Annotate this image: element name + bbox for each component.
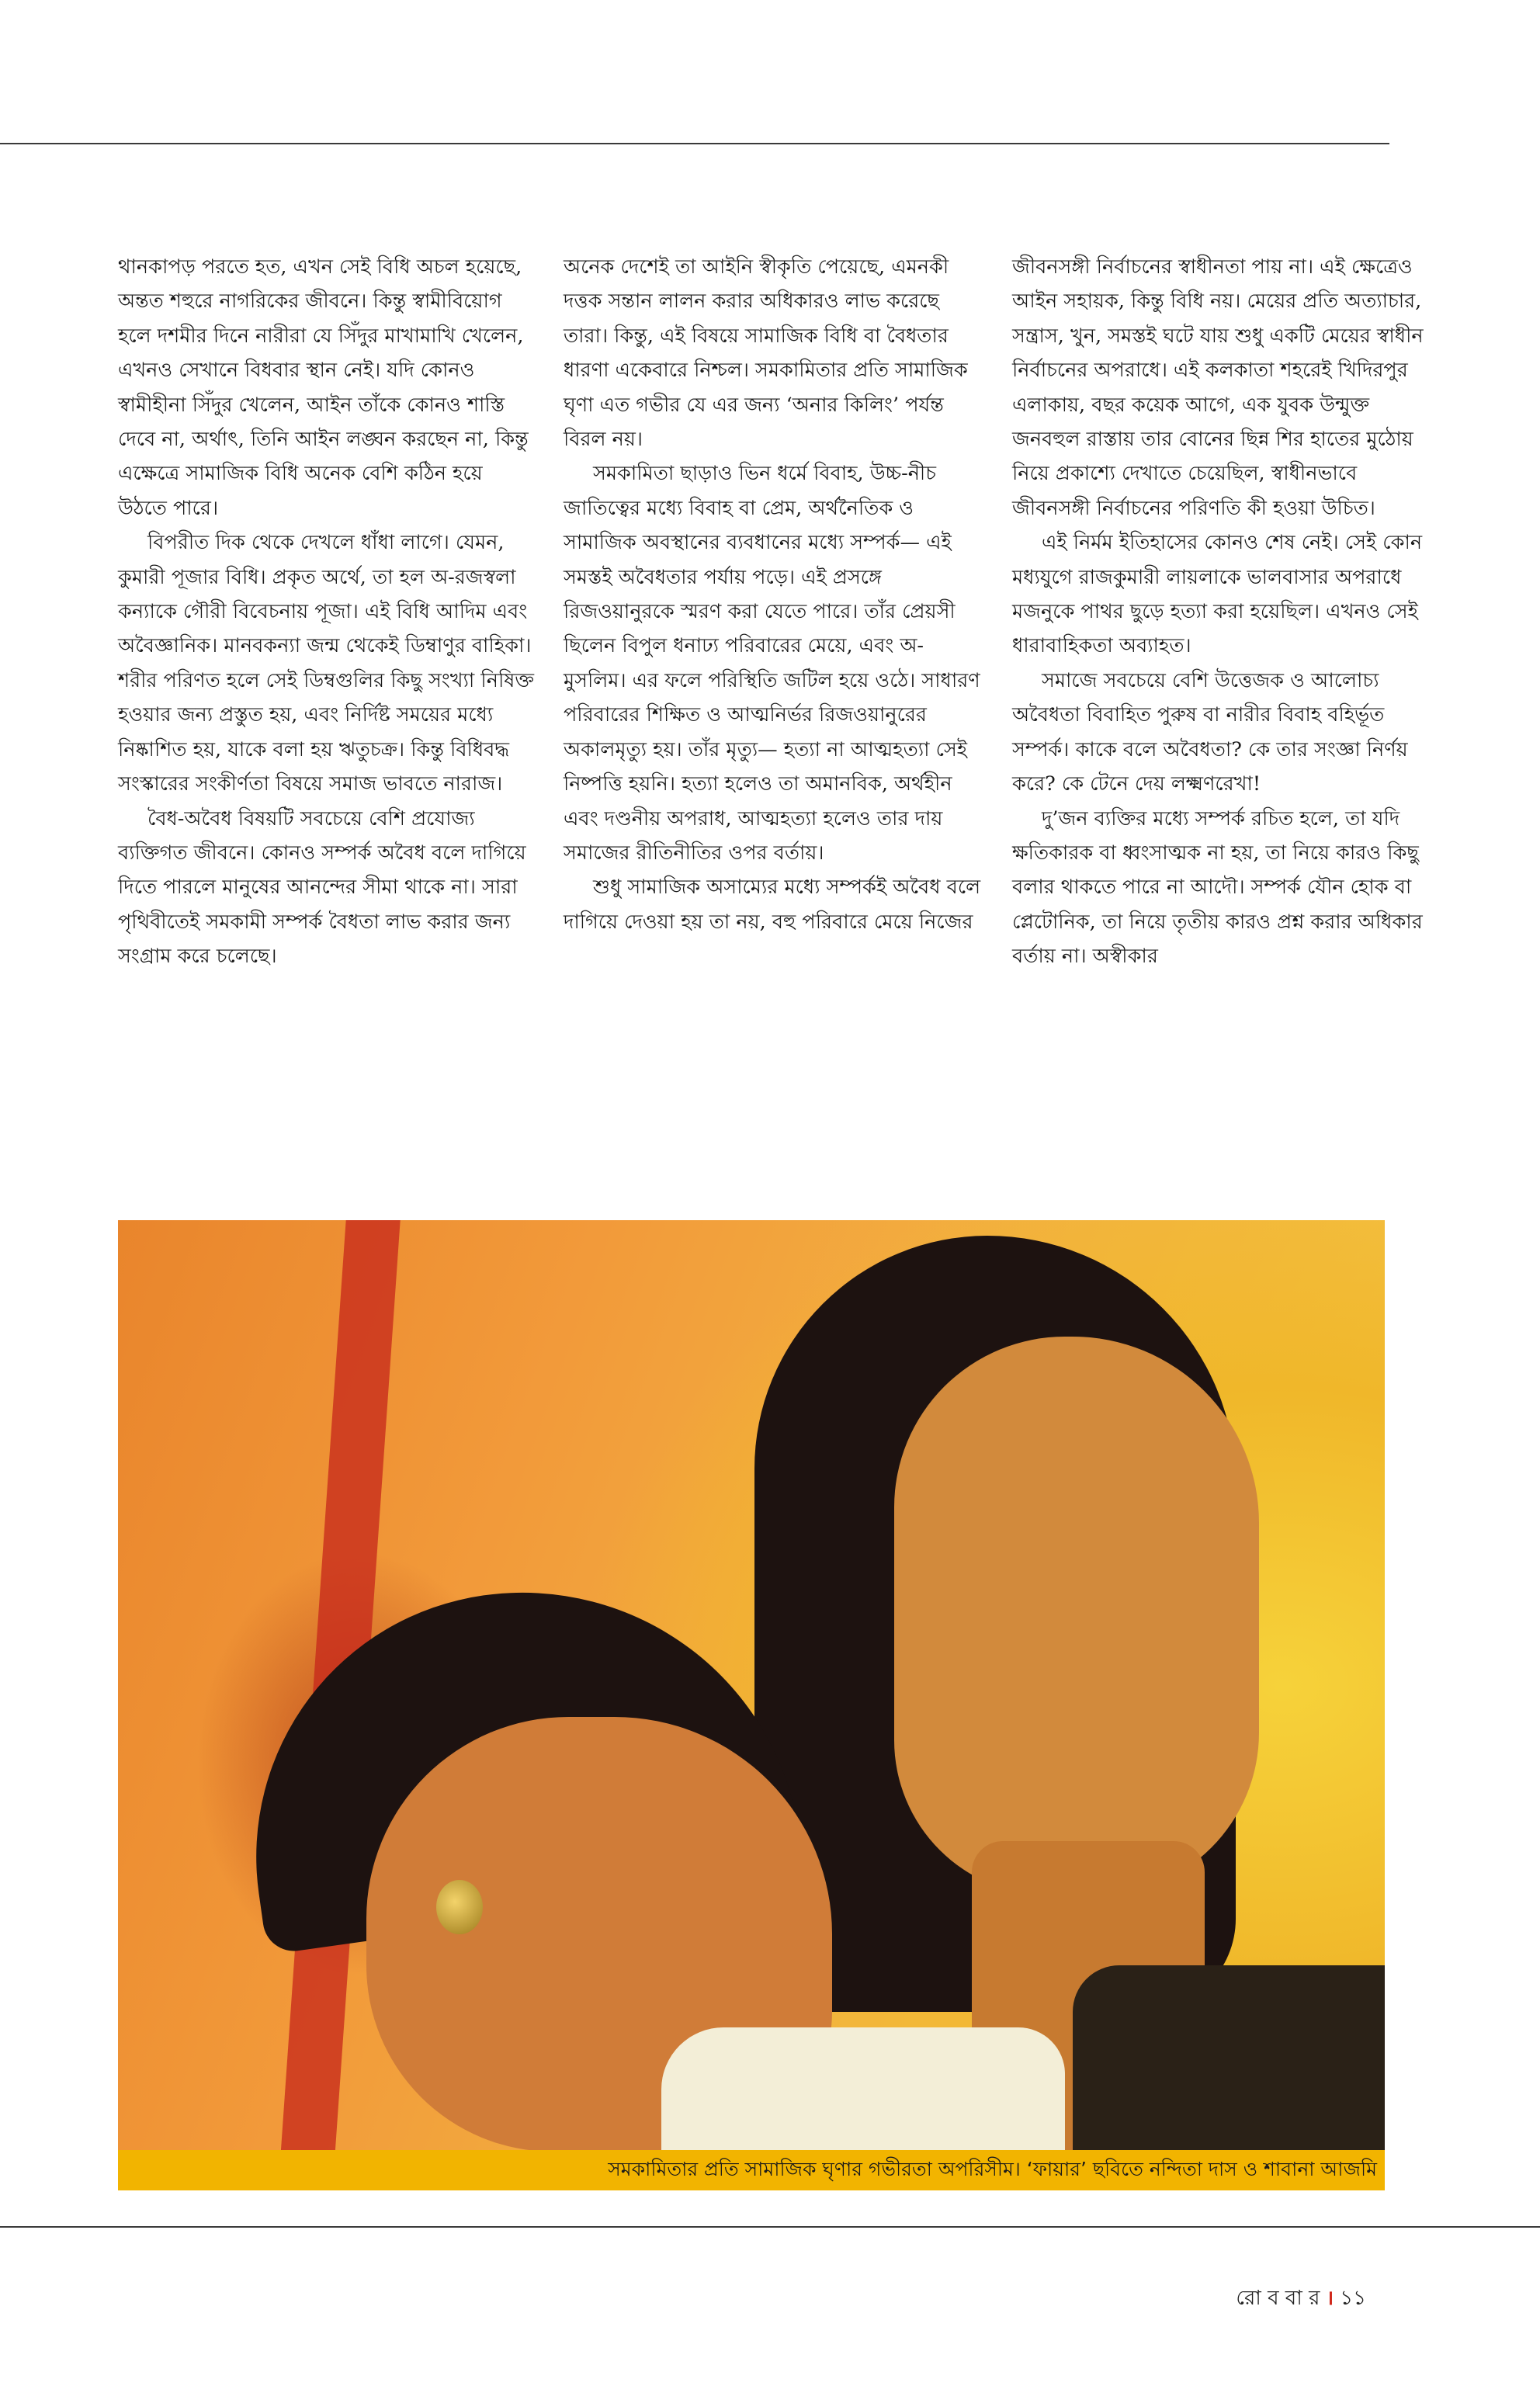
paragraph: শুধু সামাজিক অসাম্যের মধ্যে সম্পর্কই অবৈধ বলে দাগিয়ে দেওয়া হয় তা নয়, বহু পরিবারে মেয়ে নিজের xyxy=(564,876,981,934)
page-number: ১১ xyxy=(1340,2287,1366,2310)
earring-icon xyxy=(436,1880,483,1934)
paragraph: জীবনসঙ্গী নির্বাচনের স্বাধীনতা পায় না। এই ক্ষেত্রেও আইন সহায়ক, কিন্তু বিধি নয়। মেয়ের প্রতি অত্যাচার, সন্ত্রাস, খুন, সমস্তই ঘটে যায় শুধু একটি মেয়ের স্বাধীন নির্বাচনের অপরাধে। এই কলকাতা শহরেই খিদিরপুর এলাকায়, বছর কয়েক আগে, এক যুবক উন্মুক্ত জনবহুল রাস্তায় তার বোনের ছিন্ন শির হাতের মুঠোয় নিয়ে প্রকাশ্যে দেখাতে চেয়েছিল, স্বাধীনভাবে জীবনসঙ্গী নির্বাচনের পরিণতি কী হওয়া উচিত। xyxy=(1012,255,1424,520)
caption-bar xyxy=(118,2150,1385,2190)
article-column-2 xyxy=(564,250,983,939)
paragraph: থানকাপড় পরতে হত, এখন সেই বিধি অচল হয়েছে, অন্তত শহুরে নাগরিকের জীবনে। কিন্তু স্বামীবিয়োগ হলে দশমীর দিনে নারীরা যে সিঁদুর মাখামাখি খেলেন, এখনও সেখানে বিধবার স্থান নেই। যদি কোনও স্বামীহীনা সিঁদুর খেলেন, আইন তাঁকে কোনও শাস্তি দেবে না, অর্থাৎ, তিনি আইন লঙ্ঘন করছেন না, কিন্তু এক্ষেত্রে সামাজিক বিধি অনেক বেশি কঠিন হয়ে উঠতে পারে। xyxy=(118,255,529,520)
paragraph: সমাজে সবচেয়ে বেশি উত্তেজক ও আলোচ্য অবৈধতা বিবাহিত পুরুষ বা নারীর বিবাহ বহির্ভূত সম্পর্ক। কাকে বলে অবৈধতা? কে তার সংজ্ঞা নির্ণয় করে? কে টেনে দেয় লক্ষ্মণরেখা! xyxy=(1012,668,1408,796)
paragraph: বৈধ-অবৈধ বিষয়টি সবচেয়ে বেশি প্রযোজ্য ব্যক্তিগত জীবনে। কোনও সম্পর্ক অবৈধ বলে দাগিয়ে দিতে পারলে মানুষের আনন্দের সীমা থাকে না। সারা পৃথিবীতেই সমকামী সম্পর্ক বৈধতা লাভ করার জন্য সংগ্রাম করে চলেছে। xyxy=(118,806,526,969)
top-rule xyxy=(0,143,1389,144)
article-column-1 xyxy=(118,250,537,974)
face-right xyxy=(894,1337,1259,1895)
footer-separator: । xyxy=(1326,2287,1334,2310)
paragraph: বিপরীত দিক থেকে দেখলে ধাঁধা লাগে। যেমন, কুমারী পূজার বিধি। প্রকৃত অর্থে, তা হল অ-রজস্বলা কন্যাকে গৌরী বিবেচনায় পূজা। এই বিধি আদিম এবং অবৈজ্ঞানিক। মানবকন্যা জন্ম থেকেই ডিম্বাণুর বাহিকা। শরীর পরিণত হলে সেই ডিম্বগুলির কিছু সংখ্যা নিষিক্ত হওয়ার জন্য প্রস্তুত হয়, এবং নির্দিষ্ট সময়ের মধ্যে নিষ্কাশিত হয়, যাকে বলা হয় ঋতুচক্র। কিন্তু বিধিবদ্ধ সংস্কারের সংকীর্ণতা বিষয়ে সমাজ ভাবতে নারাজ। xyxy=(118,531,535,796)
magazine-name: রো ব বা র xyxy=(1236,2287,1320,2310)
film-still-photo xyxy=(118,1220,1385,2190)
page-footer xyxy=(1236,2282,1366,2316)
photo-caption: সমকামিতার প্রতি সামাজিক ঘৃণার গভীরতা অপরিসীম। ‘ফায়ার’ ছবিতে নন্দিতা দাস ও শাবানা আজমি xyxy=(608,2157,1377,2180)
paragraph: সমকামিতা ছাড়াও ভিন ধর্মে বিবাহ, উচ্চ-নীচ জাতিত্বের মধ্যে বিবাহ বা প্রেম, অর্থনৈতিক ও সামাজিক অবস্থানের ব্যবধানের মধ্যে সম্পর্ক— এই সমস্তই অবৈধতার পর্যায় পড়ে। এই প্রসঙ্গে রিজওয়ানুরকে স্মরণ করা যেতে পারে। তাঁর প্রেয়সী ছিলেন বিপুল ধনাঢ্য পরিবারের মেয়ে, এবং অ-মুসলিম। এর ফলে পরিস্থিতি জটিল হয়ে ওঠে। সাধারণ পরিবারের শিক্ষিত ও আত্মনির্ভর রিজওয়ানুরের অকালমৃত্যু হয়। তাঁর মৃত্যু— হত্যা না আত্মহত্যা সেই নিষ্পত্তি হয়নি। হত্যা হলেও তা অমানবিক, অর্থহীন এবং দণ্ডনীয় অপরাধ, আত্মহত্যা হলেও তার দায় সমাজের রীতিনীতির ওপর বর্তায়। xyxy=(564,462,980,865)
bottom-rule xyxy=(0,2226,1540,2228)
article-column-3 xyxy=(1012,250,1431,974)
paragraph: অনেক দেশেই তা আইনি স্বীকৃতি পেয়েছে, এমনকী দত্তক সন্তান লালন করার অধিকারও লাভ করেছে তারা। কিন্তু, এই বিষয়ে সামাজিক বিধি বা বৈধতার ধারণা একেবারে নিশ্চল। সমকামিতার প্রতি সামাজিক ঘৃণা এত গভীর যে এর জন্য ‘অনার কিলিং’ পর্যন্ত বিরল নয়। xyxy=(564,255,968,452)
garment-right xyxy=(1073,1965,1385,2167)
paragraph: দু’জন ব্যক্তির মধ্যে সম্পর্ক রচিত হলে, তা যদি ক্ষতিকারক বা ধ্বংসাত্মক না হয়, তা নিয়ে কারও কিছু বলার থাকতে পারে না আদৌ। সম্পর্ক যৌন হোক বা প্লেটোনিক, তা নিয়ে তৃতীয় কারও প্রশ্ন করার অধিকার বর্তায় না। অস্বীকার xyxy=(1012,806,1423,969)
paragraph: এই নির্মম ইতিহাসের কোনও শেষ নেই। সেই কোন মধ্যযুগে রাজকুমারী লায়লাকে ভালবাসার অপরাধে মজনুকে পাথর ছুড়ে হত্যা করা হয়েছিল। এখনও সেই ধারাবাহিকতা অব্যাহত। xyxy=(1012,531,1423,658)
